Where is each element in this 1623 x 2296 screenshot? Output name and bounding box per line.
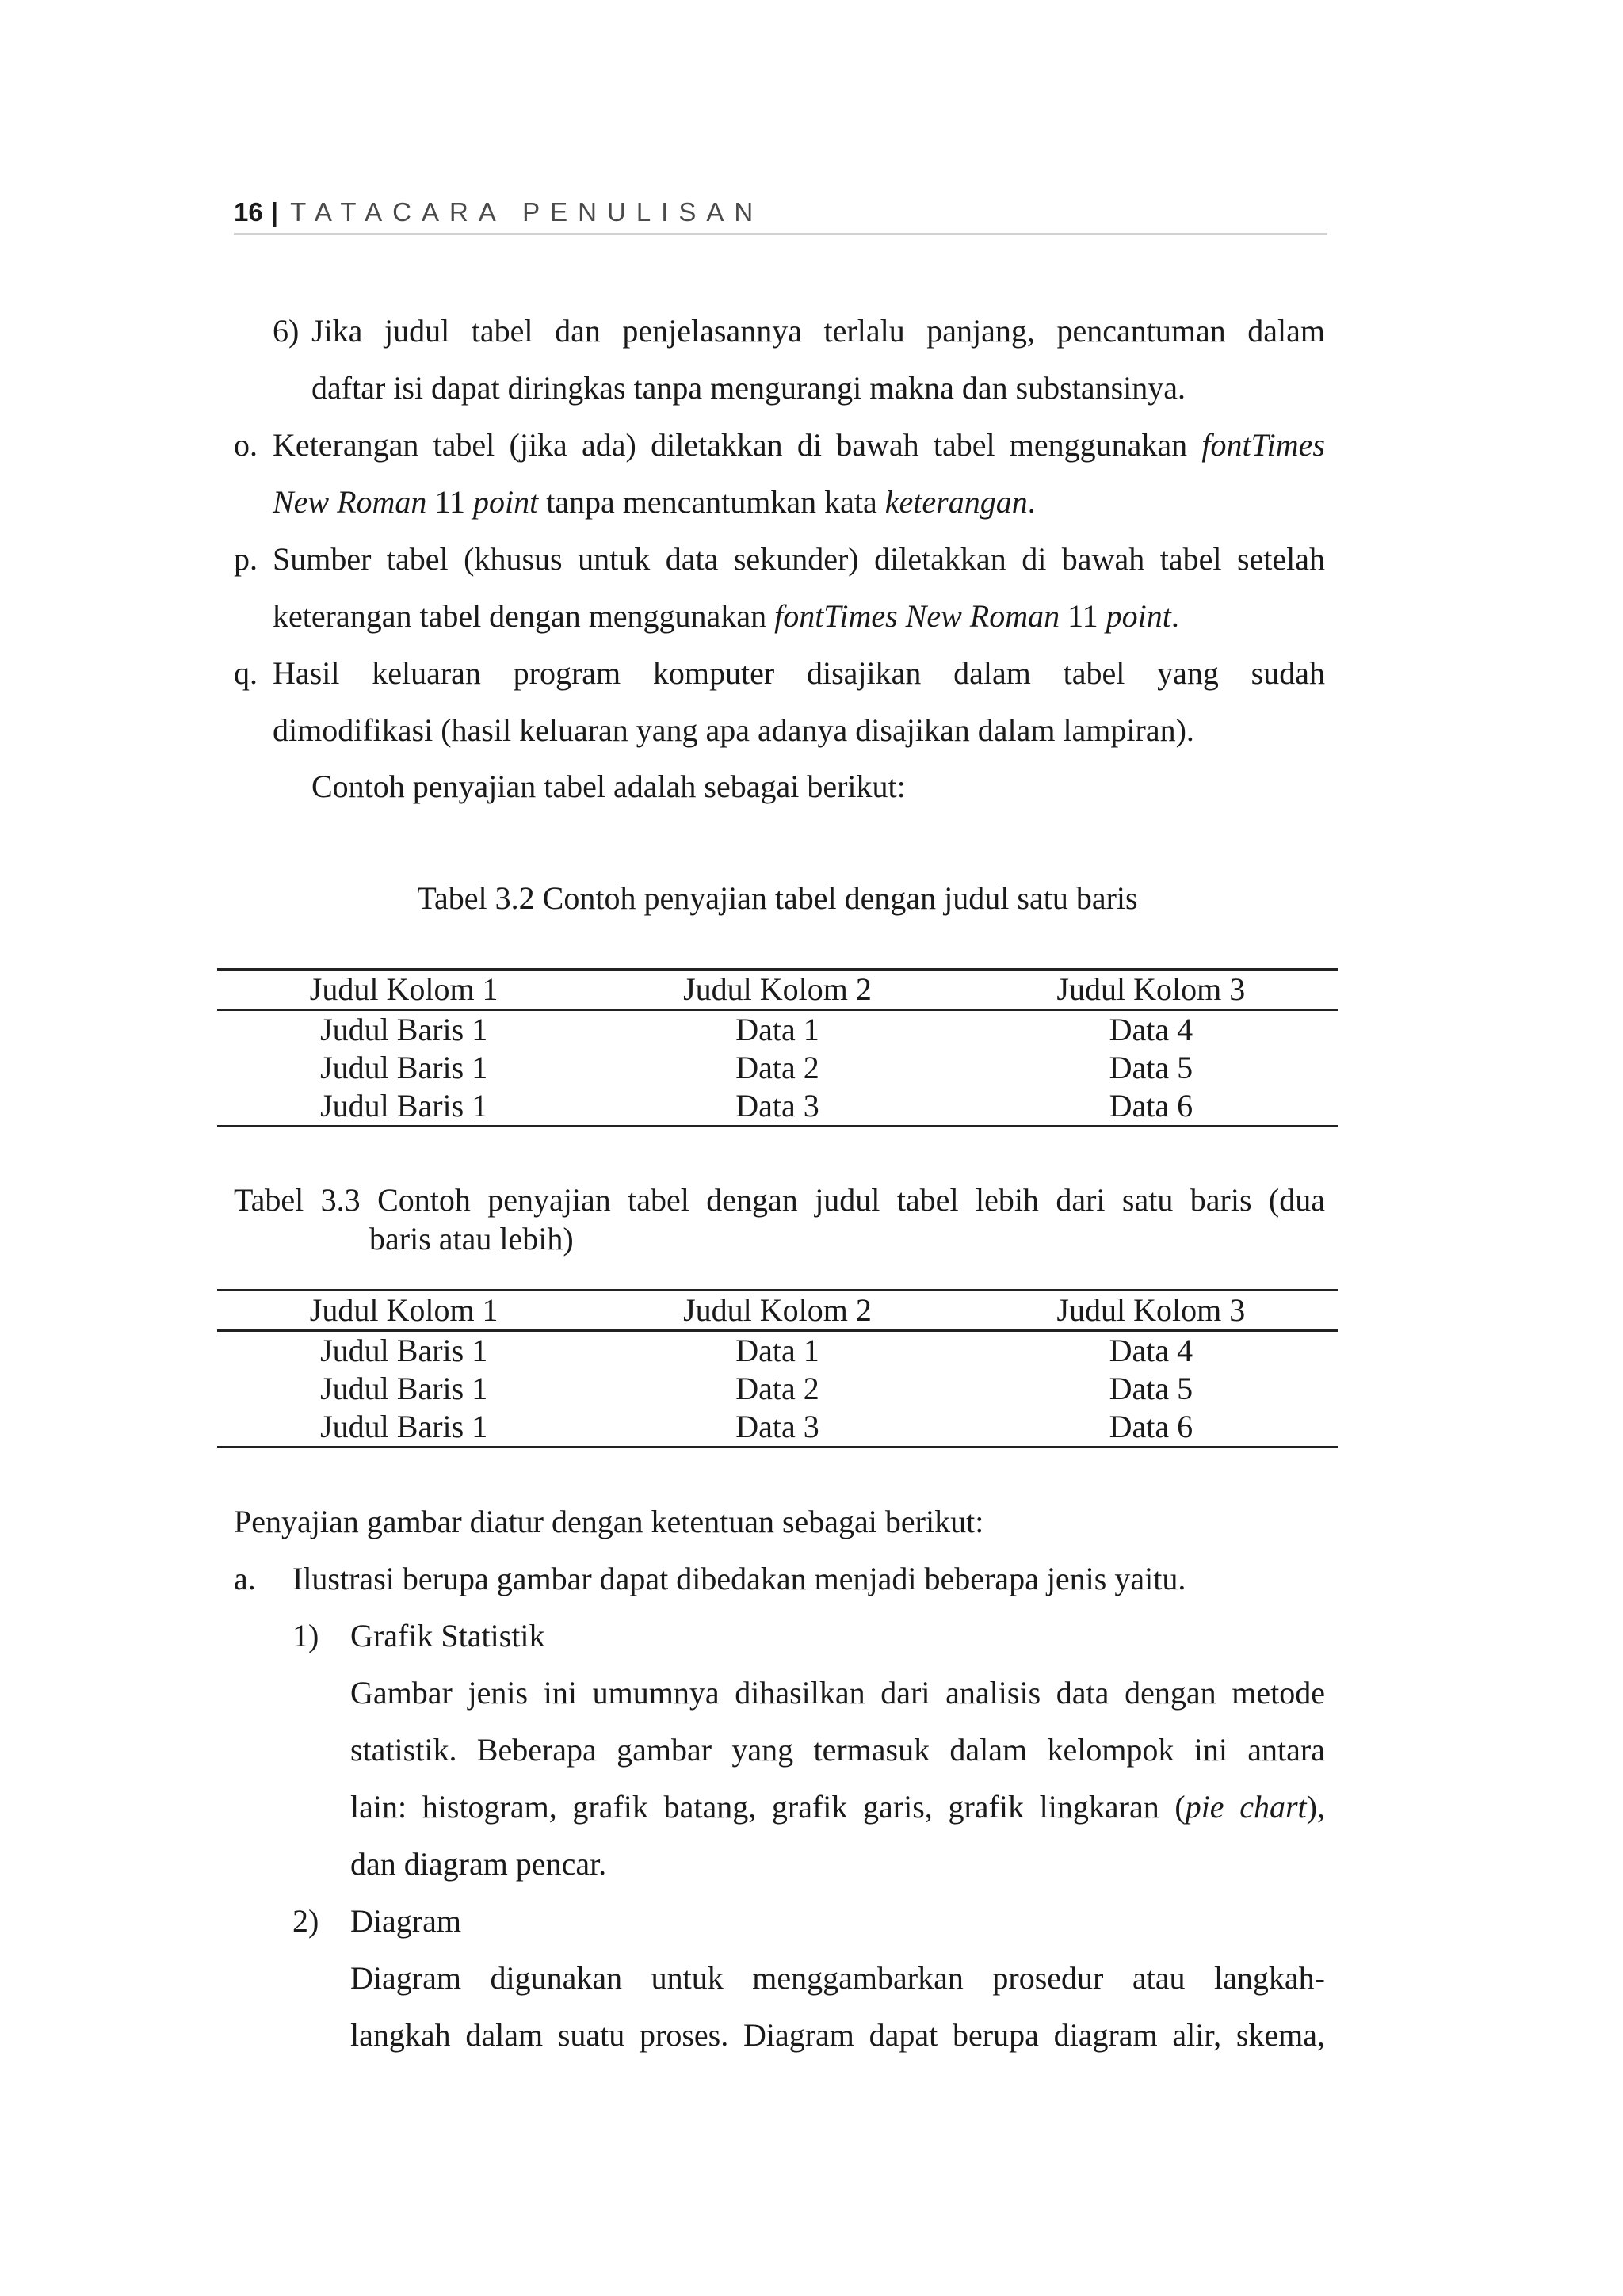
header-separator: |	[270, 197, 278, 227]
page-number: 16	[234, 197, 263, 227]
table-cell: Data 1	[735, 1012, 819, 1047]
sub-1-line-1: Gambar jenis ini umumnya dihasilkan dari analisis data dengan metode	[350, 1675, 1325, 1711]
table-cell: Data 2	[735, 1050, 819, 1085]
item-6-line-2: daftar isi dapat diringkas tanpa mengurangi makna dan substansinya.	[311, 370, 1186, 406]
column-header: Judul Kolom 3	[1056, 971, 1246, 1007]
table-cell: Judul Baris 1	[320, 1333, 488, 1368]
item-p-line-2: keterangan tabel dengan menggunakan fontTimes New Roman 11 point.	[273, 598, 1179, 634]
table-cell: Data 3	[735, 1409, 819, 1444]
sub-1-title: Grafik Statistik	[350, 1618, 545, 1653]
data-table-2	[217, 1289, 1338, 1448]
data-table-1	[217, 968, 1338, 1127]
item-o-line-2: New Roman 11 point tanpa mencantumkan kata keterangan.	[273, 484, 1036, 520]
item-p-line-1: Sumber tabel (khusus untuk data sekunder) diletakkan di bawah tabel setelah	[273, 541, 1325, 577]
table-cell: Data 5	[1109, 1371, 1193, 1406]
table-cell: Data 6	[1109, 1088, 1193, 1123]
sub-1-line-2: statistik. Beberapa gambar yang termasuk dalam kelompok ini antara	[350, 1732, 1325, 1768]
table-row	[217, 1408, 1338, 1447]
figures-intro: Penyajian gambar diatur dengan ketentuan sebagai berikut:	[234, 1504, 984, 1539]
table-cell: Data 1	[735, 1333, 819, 1368]
item-q-marker: q.	[234, 655, 258, 691]
item-q-line-2: dimodifikasi (hasil keluaran yang apa adanya disajikan dalam lampiran).	[273, 712, 1194, 748]
item-a-marker: a.	[234, 1561, 256, 1596]
item-a-text: Ilustrasi berupa gambar dapat dibedakan menjadi beberapa jenis yaitu.	[292, 1561, 1186, 1596]
table-header-row	[217, 970, 1338, 1010]
table-cell: Judul Baris 1	[320, 1409, 488, 1444]
example-intro: Contoh penyajian tabel adalah sebagai berikut:	[311, 769, 906, 804]
item-o-line-1: Keterangan tabel (jika ada) diletakkan di bawah tabel menggunakan fontTimes	[273, 427, 1325, 463]
table-2-caption-line-2: baris atau lebih)	[369, 1221, 574, 1257]
table-cell: Data 6	[1109, 1409, 1193, 1444]
table-row	[217, 1331, 1338, 1371]
table-cell: Data 4	[1109, 1012, 1193, 1047]
table-cell: Judul Baris 1	[320, 1371, 488, 1406]
sub-2-title: Diagram	[350, 1903, 461, 1939]
table-cell: Data 3	[735, 1088, 819, 1123]
table-header-row	[217, 1291, 1338, 1331]
table-cell: Judul Baris 1	[320, 1088, 488, 1123]
sub-1-line-4: dan diagram pencar.	[350, 1846, 607, 1882]
column-header: Judul Kolom 1	[309, 1292, 498, 1328]
sub-1-marker: 1)	[292, 1618, 319, 1653]
table-2-caption-line-1: Tabel 3.3 Contoh penyajian tabel dengan judul tabel lebih dari satu baris (dua	[234, 1182, 1325, 1218]
column-header: Judul Kolom 2	[683, 971, 872, 1007]
column-header: Judul Kolom 2	[683, 1292, 872, 1328]
table-row	[217, 1010, 1338, 1050]
table-cell: Data 4	[1109, 1333, 1193, 1368]
running-header	[234, 195, 1327, 235]
item-o-marker: o.	[234, 427, 258, 463]
column-header: Judul Kolom 1	[309, 971, 498, 1007]
table-row	[217, 1370, 1338, 1408]
item-6-marker: 6)	[273, 313, 300, 349]
sub-1-line-3: lain: histogram, grafik batang, grafik garis, grafik lingkaran (pie chart),	[350, 1789, 1325, 1825]
table-cell: Data 5	[1109, 1050, 1193, 1085]
sub-2-line-1: Diagram digunakan untuk menggambarkan prosedur atau langkah-	[350, 1960, 1325, 1996]
column-header: Judul Kolom 3	[1056, 1292, 1246, 1328]
item-q-line-1: Hasil keluaran program komputer disajikan dalam tabel yang sudah	[273, 655, 1325, 691]
table-cell: Judul Baris 1	[320, 1050, 488, 1085]
chapter-title: TATACARA PENULISAN	[290, 197, 764, 227]
table-1-caption: Tabel 3.2 Contoh penyajian tabel dengan judul satu baris	[417, 880, 1138, 916]
table-cell: Data 2	[735, 1371, 819, 1406]
table-row	[217, 1049, 1338, 1087]
item-p-marker: p.	[234, 541, 258, 577]
sub-2-line-2: langkah dalam suatu proses. Diagram dapat berupa diagram alir, skema,	[350, 2017, 1325, 2053]
table-row	[217, 1087, 1338, 1127]
sub-2-marker: 2)	[292, 1903, 319, 1939]
item-6-line-1: Jika judul tabel dan penjelasannya terlalu panjang, pencantuman dalam	[311, 313, 1325, 349]
table-cell: Judul Baris 1	[320, 1012, 488, 1047]
